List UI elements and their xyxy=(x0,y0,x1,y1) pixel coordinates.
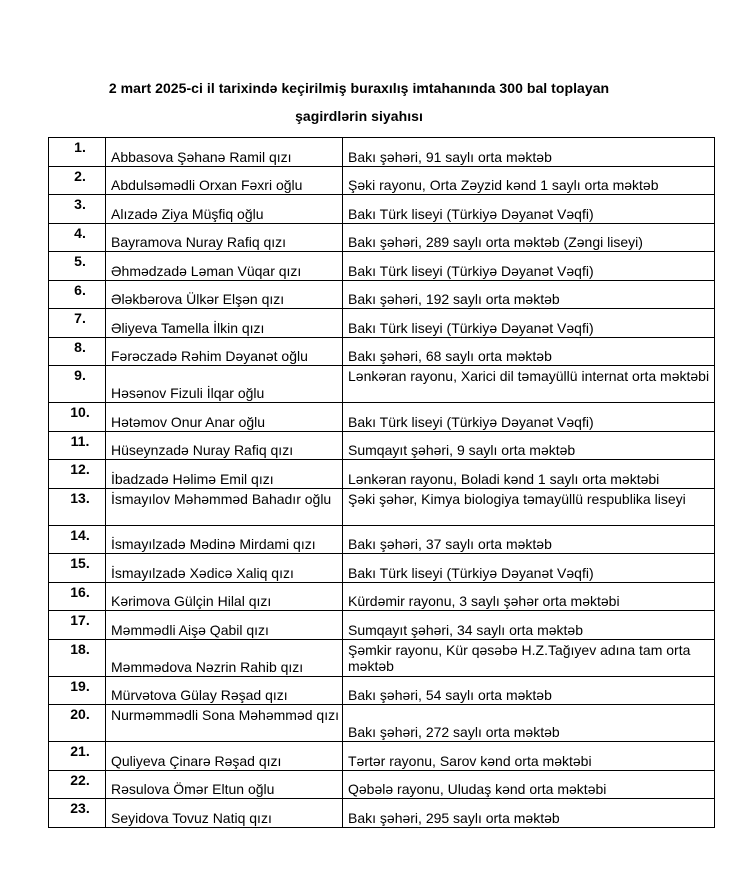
table-row xyxy=(49,280,715,309)
table-row xyxy=(49,138,715,167)
school-name: Sumqayıt şəhəri, 34 saylı orta məktəb xyxy=(343,611,715,640)
table-row xyxy=(49,799,715,828)
student-name: Abdulsəmədli Orxan Fəxri oğlu xyxy=(106,166,343,195)
row-number: 17. xyxy=(49,611,106,640)
student-name: Əliyeva Tamella İlkin qızı xyxy=(106,309,343,338)
row-number: 1. xyxy=(49,138,106,167)
row-number: 10. xyxy=(49,403,106,432)
row-number: 21. xyxy=(49,742,106,771)
row-number: 12. xyxy=(49,460,106,489)
row-number: 15. xyxy=(49,554,106,583)
school-name: Sumqayıt şəhəri, 9 saylı orta məktəb xyxy=(343,431,715,460)
school-name: Bakı şəhəri, 272 saylı orta məktəb xyxy=(343,705,715,742)
student-name: Əhmədzadə Ləman Vüqar qızı xyxy=(106,252,343,281)
row-number: 11. xyxy=(49,431,106,460)
table-row xyxy=(49,525,715,554)
student-name: Fərəczadə Rəhim Dəyanət oğlu xyxy=(106,337,343,366)
document-subtitle: şagirdlərin siyahısı xyxy=(295,108,423,124)
table-row xyxy=(49,676,715,705)
school-name: Bakı Türk liseyi (Türkiyə Dəyanət Vəqfi) xyxy=(343,252,715,281)
table-row xyxy=(49,770,715,799)
school-name: Lənkəran rayonu, Boladi kənd 1 saylı orta məktəbi xyxy=(343,460,715,489)
student-name: Abbasova Şəhanə Ramil qızı xyxy=(106,138,343,167)
row-number: 3. xyxy=(49,195,106,224)
student-name: Məmmədli Aişə Qabil qızı xyxy=(106,611,343,640)
school-name: Bakı şəhəri, 68 saylı orta məktəb xyxy=(343,337,715,366)
school-name: Tərtər rayonu, Sarov kənd orta məktəbi xyxy=(343,742,715,771)
student-name: Bayramova Nuray Rafiq qızı xyxy=(106,223,343,252)
school-name: Bakı Türk liseyi (Türkiyə Dəyanət Vəqfi) xyxy=(343,403,715,432)
table-row xyxy=(49,195,715,224)
school-name: Şəmkir rayonu, Kür qəsəbə H.Z.Tağıyev adına tam orta məktəb xyxy=(343,639,715,676)
row-number: 13. xyxy=(49,488,106,525)
table-row xyxy=(49,705,715,742)
student-name: İbadzadə Həlimə Emil qızı xyxy=(106,460,343,489)
school-name: Şəki rayonu, Orta Zəyzid kənd 1 saylı orta məktəb xyxy=(343,166,715,195)
student-name: Seyidova Tovuz Natiq qızı xyxy=(106,799,343,828)
table-row xyxy=(49,166,715,195)
student-name: Ələkbərova Ülkər Elşən qızı xyxy=(106,280,343,309)
school-name: Bakı Türk liseyi (Türkiyə Dəyanət Vəqfi) xyxy=(343,195,715,224)
student-name: İsmayılov Məhəmməd Bahadır oğlu xyxy=(106,488,343,525)
school-name: Bakı şəhəri, 54 saylı orta məktəb xyxy=(343,676,715,705)
student-name: Hüseynzadə Nuray Rafiq qızı xyxy=(106,431,343,460)
table-row xyxy=(49,337,715,366)
student-name: Quliyeva Çinarə Rəşad qızı xyxy=(106,742,343,771)
row-number: 2. xyxy=(49,166,106,195)
row-number: 8. xyxy=(49,337,106,366)
school-name: Şəki şəhər, Kimya biologiya təmayüllü respublika liseyi xyxy=(343,488,715,525)
school-name: Bakı şəhəri, 295 saylı orta məktəb xyxy=(343,799,715,828)
table-row xyxy=(49,309,715,338)
table-row xyxy=(49,639,715,676)
table-row xyxy=(49,582,715,611)
row-number: 22. xyxy=(49,770,106,799)
school-name: Lənkəran rayonu, Xarici dil təmayüllü internat orta məktəbi xyxy=(343,366,715,403)
school-name: Qəbələ rayonu, Uludaş kənd orta məktəbi xyxy=(343,770,715,799)
table-row xyxy=(49,252,715,281)
table-row xyxy=(49,431,715,460)
school-name: Bakı şəhəri, 289 saylı orta məktəb (Zəngi liseyi) xyxy=(343,223,715,252)
table-row xyxy=(49,488,715,525)
row-number: 4. xyxy=(49,223,106,252)
school-name: Bakı şəhəri, 37 saylı orta məktəb xyxy=(343,525,715,554)
table-row xyxy=(49,611,715,640)
student-name: İsmayılzadə Xədicə Xaliq qızı xyxy=(106,554,343,583)
school-name: Bakı şəhəri, 192 saylı orta məktəb xyxy=(343,280,715,309)
student-name: Həsənov Fizuli İlqar oğlu xyxy=(106,366,343,403)
student-name: Məmmədova Nəzrin Rahib qızı xyxy=(106,639,343,676)
students-table xyxy=(48,137,715,828)
table-row xyxy=(49,742,715,771)
row-number: 19. xyxy=(49,676,106,705)
row-number: 16. xyxy=(49,582,106,611)
school-name: Bakı Türk liseyi (Türkiyə Dəyanət Vəqfi) xyxy=(343,309,715,338)
school-name: Kürdəmir rayonu, 3 saylı şəhər orta məktəbi xyxy=(343,582,715,611)
student-name: Hətəmov Onur Anar oğlu xyxy=(106,403,343,432)
row-number: 5. xyxy=(49,252,106,281)
row-number: 14. xyxy=(49,525,106,554)
table-row xyxy=(49,403,715,432)
row-number: 9. xyxy=(49,366,106,403)
table-row xyxy=(49,366,715,403)
row-number: 18. xyxy=(49,639,106,676)
table-row xyxy=(49,554,715,583)
row-number: 23. xyxy=(49,799,106,828)
row-number: 6. xyxy=(49,280,106,309)
table-row xyxy=(49,223,715,252)
document-title: 2 mart 2025-ci il tarixində keçirilmiş buraxılış imtahanında 300 bal toplayan xyxy=(108,80,610,96)
student-name: Nurməmmədli Sona Məhəmməd qızı xyxy=(106,705,343,742)
student-name: Mürvətova Gülay Rəşad qızı xyxy=(106,676,343,705)
row-number: 20. xyxy=(49,705,106,742)
table-row xyxy=(49,460,715,489)
student-name: Alızadə Ziya Müşfiq oğlu xyxy=(106,195,343,224)
school-name: Bakı Türk liseyi (Türkiyə Dəyanət Vəqfi) xyxy=(343,554,715,583)
student-name: İsmayılzadə Mədinə Mirdami qızı xyxy=(106,525,343,554)
row-number: 7. xyxy=(49,309,106,338)
school-name: Bakı şəhəri, 91 saylı orta məktəb xyxy=(343,138,715,167)
student-name: Rəsulova Ömər Eltun oğlu xyxy=(106,770,343,799)
student-name: Kərimova Gülçin Hilal qızı xyxy=(106,582,343,611)
